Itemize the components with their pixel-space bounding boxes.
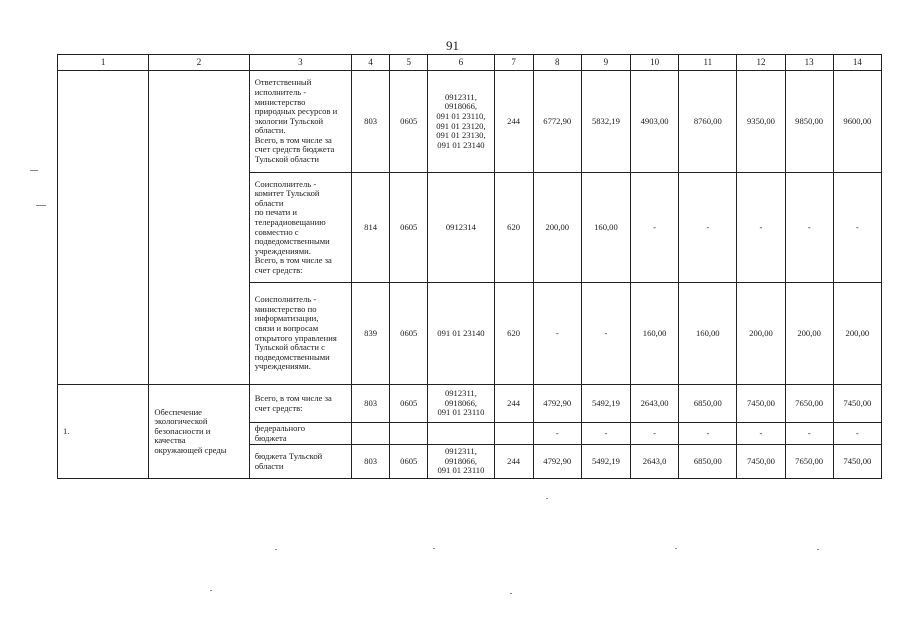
- executor-cell: федерального бюджета: [249, 423, 351, 445]
- value-cell: -: [581, 283, 630, 385]
- column-header: 8: [533, 55, 581, 71]
- cell: 0605: [390, 71, 428, 173]
- cell: 244: [494, 71, 533, 173]
- value-cell: 200,00: [785, 283, 833, 385]
- budget-table: [57, 54, 882, 479]
- scan-speck: [30, 170, 38, 171]
- code-cell: 0912311, 0918066, 091 01 23110, 091 01 23120, 091 01 23130, 091 01 23140: [428, 71, 494, 173]
- column-header: 9: [581, 55, 630, 71]
- value-cell: -: [631, 173, 679, 283]
- column-header: 3: [249, 55, 351, 71]
- value-cell: -: [533, 283, 581, 385]
- value-cell: 9350,00: [737, 71, 785, 173]
- cell: 0605: [390, 173, 428, 283]
- cell: 0605: [390, 445, 428, 479]
- cell: 814: [352, 173, 390, 283]
- value-cell: 7650,00: [785, 385, 833, 423]
- column-header: 5: [390, 55, 428, 71]
- cell: 839: [352, 283, 390, 385]
- column-header: 6: [428, 55, 494, 71]
- scan-speck: [36, 205, 46, 206]
- value-cell: 2643,00: [631, 385, 679, 423]
- cell: 803: [352, 385, 390, 423]
- value-cell: -: [785, 173, 833, 283]
- value-cell: 7650,00: [785, 445, 833, 479]
- cell: 244: [494, 385, 533, 423]
- column-header: 10: [631, 55, 679, 71]
- value-cell: 9850,00: [785, 71, 833, 173]
- value-cell: 6850,00: [679, 445, 737, 479]
- scan-speck: [510, 593, 512, 594]
- executor-cell: Соисполнитель - комитет Тульской области по печати и телерадиовещанию совместно с подведомственными учреждениями. Всего, в том числе за счет средств:: [249, 173, 351, 283]
- value-cell: 160,00: [631, 283, 679, 385]
- value-cell: 5492,19: [581, 385, 630, 423]
- section-number: 1.: [58, 385, 149, 479]
- value-cell: -: [833, 423, 881, 445]
- column-header: 2: [149, 55, 249, 71]
- value-cell: 200,00: [833, 283, 881, 385]
- value-cell: -: [533, 423, 581, 445]
- executor-cell: Ответственный исполнитель - министерство природных ресурсов и экологии Тульской области. Всего, в том числе за счет средств бюджета Тульской области: [249, 71, 351, 173]
- value-cell: 7450,00: [833, 385, 881, 423]
- value-cell: 7450,00: [737, 385, 785, 423]
- scan-speck: [275, 549, 277, 550]
- value-cell: 7450,00: [833, 445, 881, 479]
- value-cell: 200,00: [737, 283, 785, 385]
- column-header: 11: [679, 55, 737, 71]
- cell: 0605: [390, 283, 428, 385]
- value-cell: -: [737, 423, 785, 445]
- column-header: 4: [352, 55, 390, 71]
- cell: 244: [494, 445, 533, 479]
- column-header: 7: [494, 55, 533, 71]
- page-number: 91: [446, 38, 459, 53]
- value-cell: 8760,00: [679, 71, 737, 173]
- cell: 620: [494, 173, 533, 283]
- scan-speck: [210, 590, 212, 591]
- code-cell: [428, 423, 494, 445]
- scan-speck: [546, 498, 548, 499]
- value-cell: -: [679, 423, 737, 445]
- value-cell: -: [737, 173, 785, 283]
- value-cell: -: [631, 423, 679, 445]
- value-cell: -: [679, 173, 737, 283]
- value-cell: -: [785, 423, 833, 445]
- value-cell: 5492,19: [581, 445, 630, 479]
- column-header: 12: [737, 55, 785, 71]
- cell: 620: [494, 283, 533, 385]
- executor-cell: Всего, в том числе за счет средств:: [249, 385, 351, 423]
- cell: [390, 423, 428, 445]
- value-cell: 6850,00: [679, 385, 737, 423]
- cell: [494, 423, 533, 445]
- cell: [352, 423, 390, 445]
- column-header: 1: [58, 55, 149, 71]
- value-cell: 2643,0: [631, 445, 679, 479]
- column-header: 14: [833, 55, 881, 71]
- column-header: 13: [785, 55, 833, 71]
- value-cell: 200,00: [533, 173, 581, 283]
- empty-cell: [58, 71, 149, 385]
- value-cell: 9600,00: [833, 71, 881, 173]
- empty-cell: [149, 71, 249, 385]
- table-row: [58, 385, 882, 423]
- value-cell: 4792,90: [533, 385, 581, 423]
- value-cell: -: [581, 423, 630, 445]
- value-cell: 4903,00: [631, 71, 679, 173]
- code-cell: 0912314: [428, 173, 494, 283]
- scan-speck: [675, 548, 677, 549]
- scan-speck: [433, 548, 435, 549]
- header-row: [58, 55, 882, 71]
- value-cell: 5832,19: [581, 71, 630, 173]
- value-cell: 160,00: [581, 173, 630, 283]
- value-cell: 160,00: [679, 283, 737, 385]
- executor-cell: бюджета Тульской области: [249, 445, 351, 479]
- cell: 0605: [390, 385, 428, 423]
- executor-cell: Соисполнитель - министерство по информатизации, связи и вопросам открытого управления Тульской области с подведомственными учреждениями.: [249, 283, 351, 385]
- code-cell: 0912311, 0918066, 091 01 23110: [428, 445, 494, 479]
- table-row: [58, 71, 882, 173]
- code-cell: 0912311, 0918066, 091 01 23110: [428, 385, 494, 423]
- scan-speck: [817, 549, 819, 550]
- section-title: Обеспечение экологической безопасности и качества окружающей среды: [149, 385, 249, 479]
- value-cell: 7450,00: [737, 445, 785, 479]
- cell: 803: [352, 445, 390, 479]
- value-cell: -: [833, 173, 881, 283]
- cell: 803: [352, 71, 390, 173]
- value-cell: 6772,90: [533, 71, 581, 173]
- code-cell: 091 01 23140: [428, 283, 494, 385]
- value-cell: 4792,90: [533, 445, 581, 479]
